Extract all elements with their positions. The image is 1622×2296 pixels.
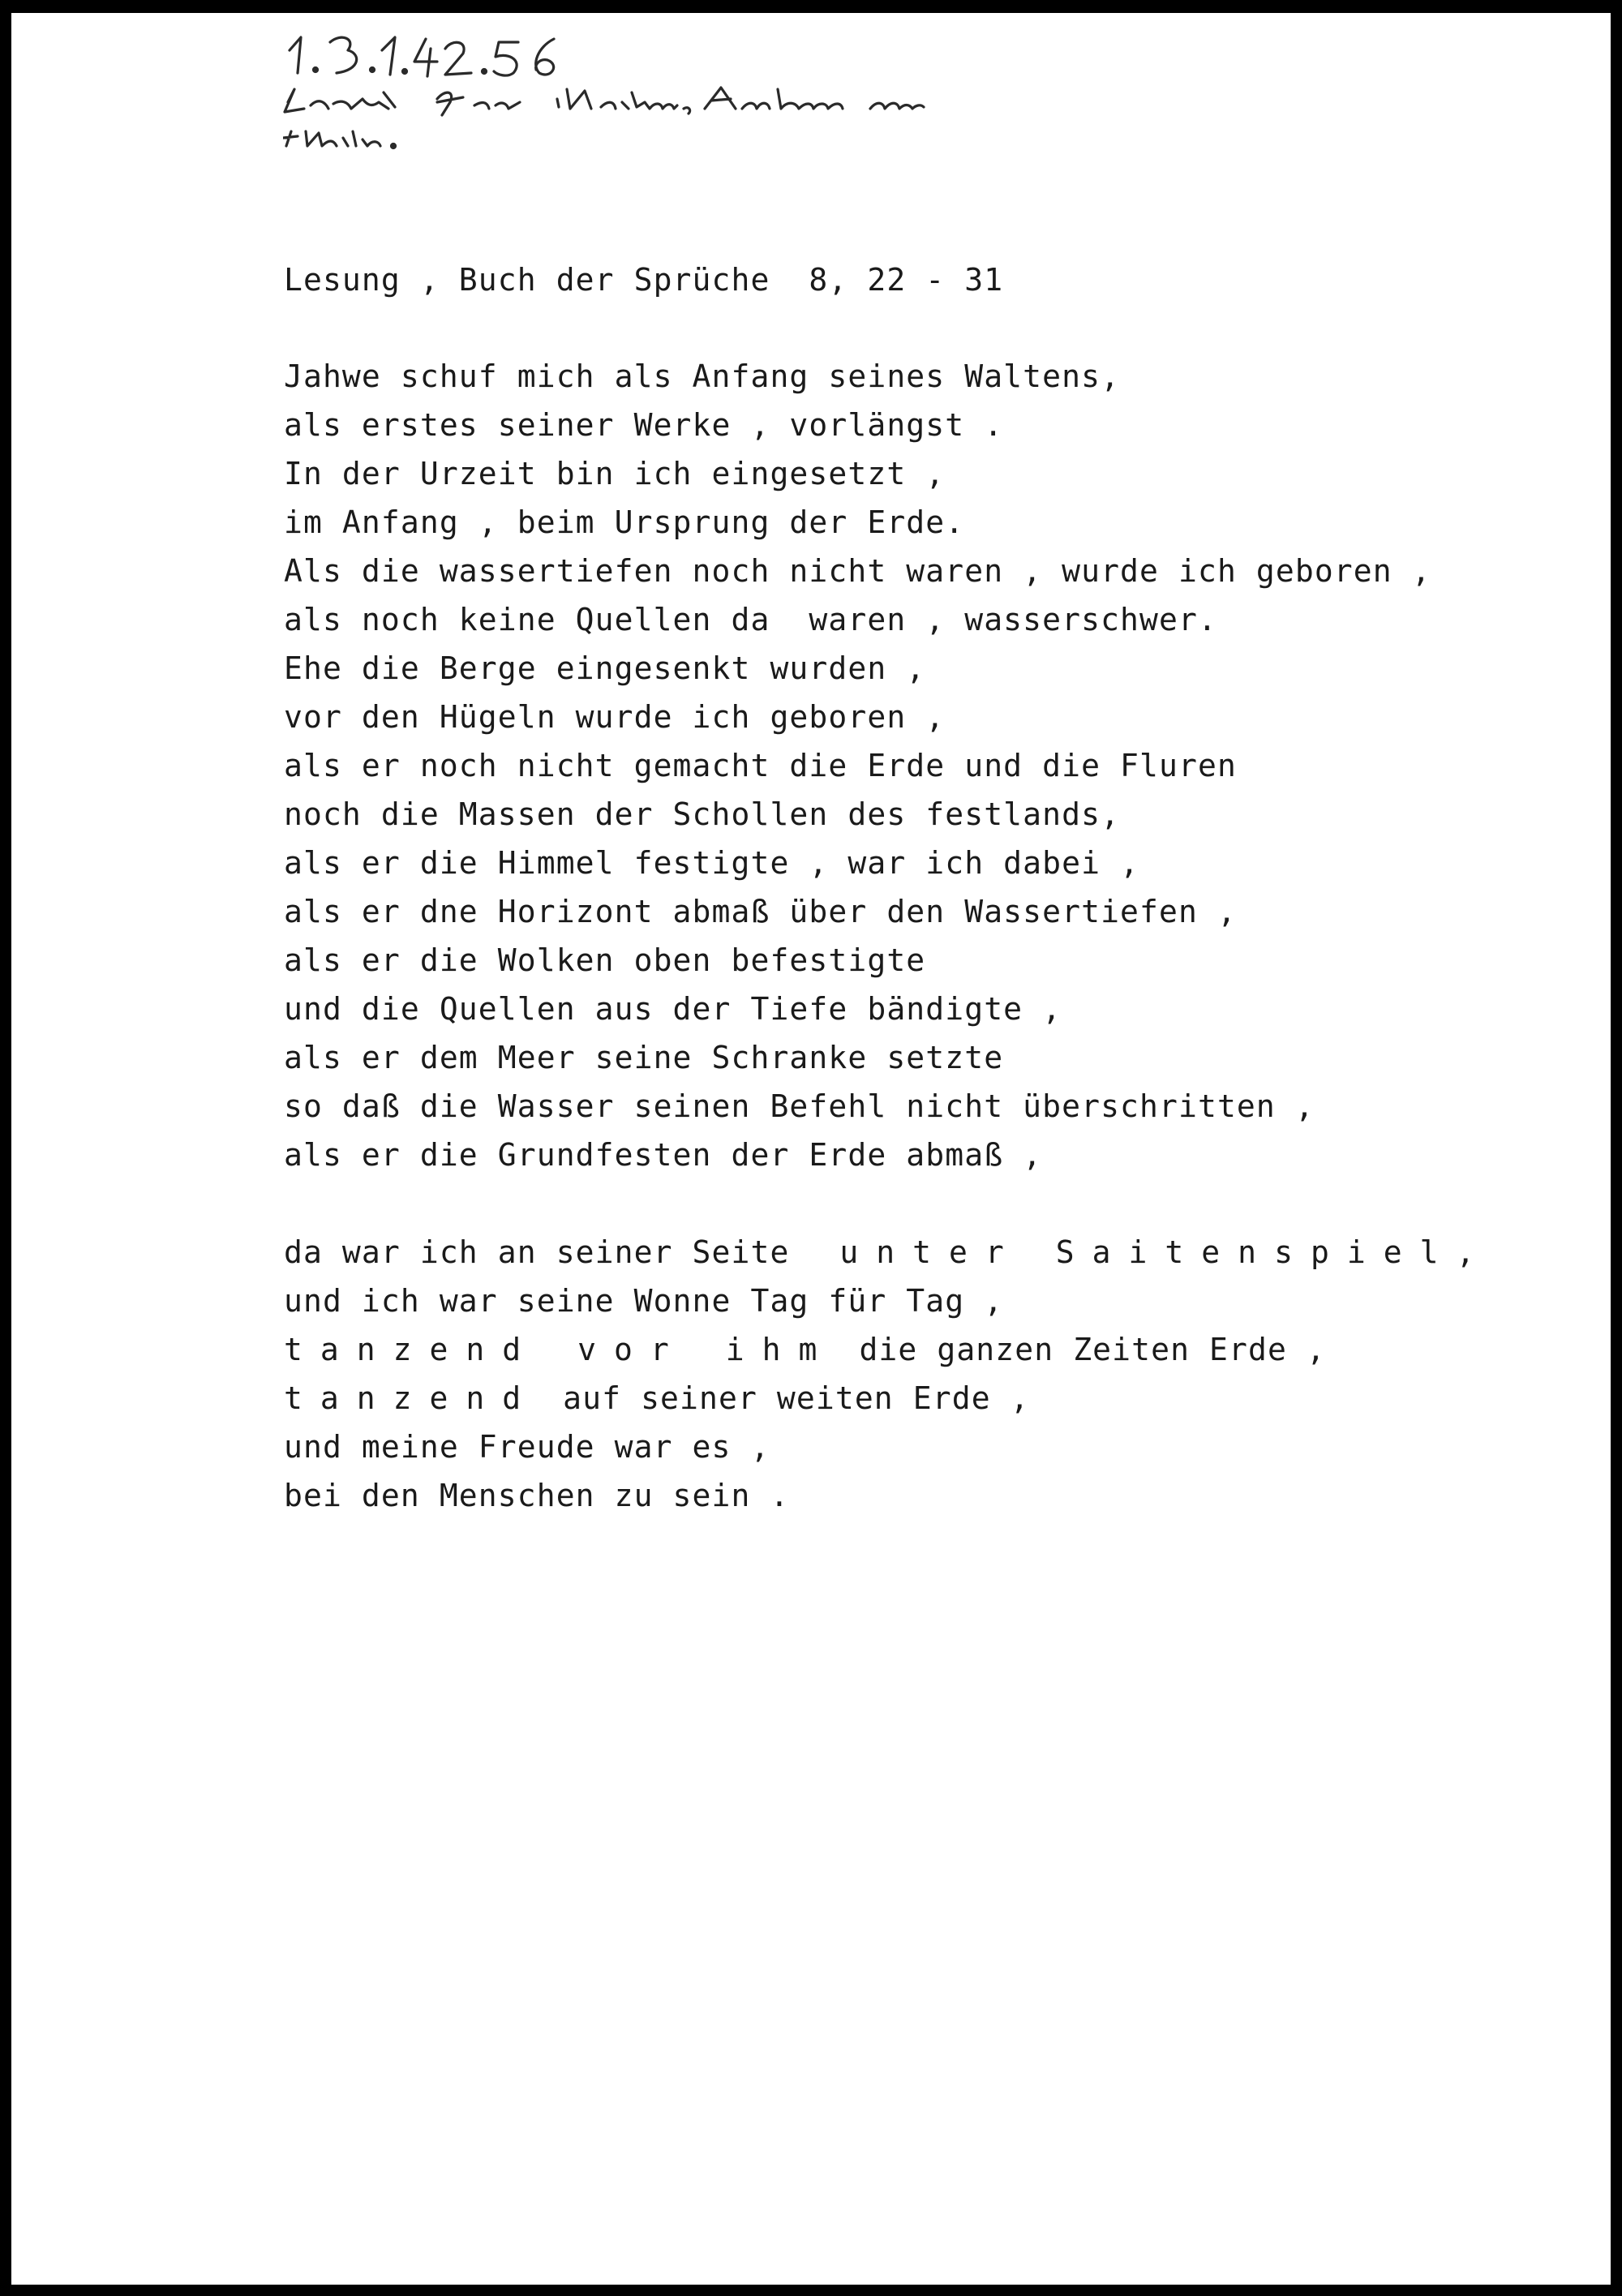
spaced-word: unter [839, 1234, 1022, 1270]
verse-line: und meine Freude war es , [284, 1429, 770, 1465]
verse-text: die ganzen Zeiten Erde , [859, 1332, 1326, 1367]
spaced-word: ihm [725, 1332, 835, 1367]
verse-line: und ich war seine Wonne Tag für Tag , [284, 1283, 1004, 1319]
verse-line [284, 1234, 1476, 1270]
verse-line: noch die Massen der Schollen des festlands, [284, 796, 1121, 832]
verse-line: als erstes seiner Werke , vorlängst . [284, 407, 1004, 443]
verse-line: Jahwe schuf mich als Anfang seines Waltens, [284, 358, 1121, 394]
verse-line: so daß die Wasser seinen Befehl nicht überschritten , [284, 1088, 1315, 1124]
document-page [11, 13, 1611, 2285]
verse-line: und die Quellen aus der Tiefe bändigte , [284, 991, 1062, 1027]
verse-line: als er noch nicht gemacht die Erde und die Fluren [284, 748, 1237, 783]
verse-line: vor den Hügeln wurde ich geboren , [284, 699, 946, 735]
spaced-word: vor [577, 1332, 687, 1367]
verse-line: als er die Himmel festigte , war ich dabei , [284, 845, 1140, 881]
verse-line: bei den Menschen zu sein . [284, 1478, 790, 1513]
verse-line: im Anfang , beim Ursprung der Erde. [284, 504, 965, 540]
spaced-word: tanzend [284, 1332, 539, 1367]
verse-line: als er dne Horizont abmaß über den Wassertiefen , [284, 894, 1237, 929]
verse-line [284, 1380, 1030, 1416]
verse-line: Ehe die Berge eingesenkt wurden , [284, 650, 926, 686]
verse-line: als er die Wolken oben befestigte [284, 942, 926, 978]
verse-line: Als die wassertiefen noch nicht waren , wurde ich geboren , [284, 553, 1431, 589]
verse-text: , [1456, 1234, 1476, 1270]
verse-line: als er dem Meer seine Schranke setzte [284, 1040, 1004, 1075]
verse-line: In der Urzeit bin ich eingesetzt , [284, 456, 946, 491]
verse-text: da war ich an seiner Seite [284, 1234, 809, 1270]
verse-line [284, 1334, 1326, 1365]
verse-text: auf seiner weiten Erde , [563, 1380, 1030, 1416]
spaced-word: tanzend [284, 1380, 539, 1416]
spaced-word: Saitenspiel [1055, 1234, 1457, 1270]
verse-line: als er die Grundfesten der Erde abmaß , [284, 1137, 1043, 1173]
reading-heading: Lesung , Buch der Sprüche 8, 22 - 31 [284, 262, 1004, 298]
typed-text [11, 13, 1611, 2285]
verse-line: als noch keine Quellen da waren , wasserschwer. [284, 602, 1217, 637]
